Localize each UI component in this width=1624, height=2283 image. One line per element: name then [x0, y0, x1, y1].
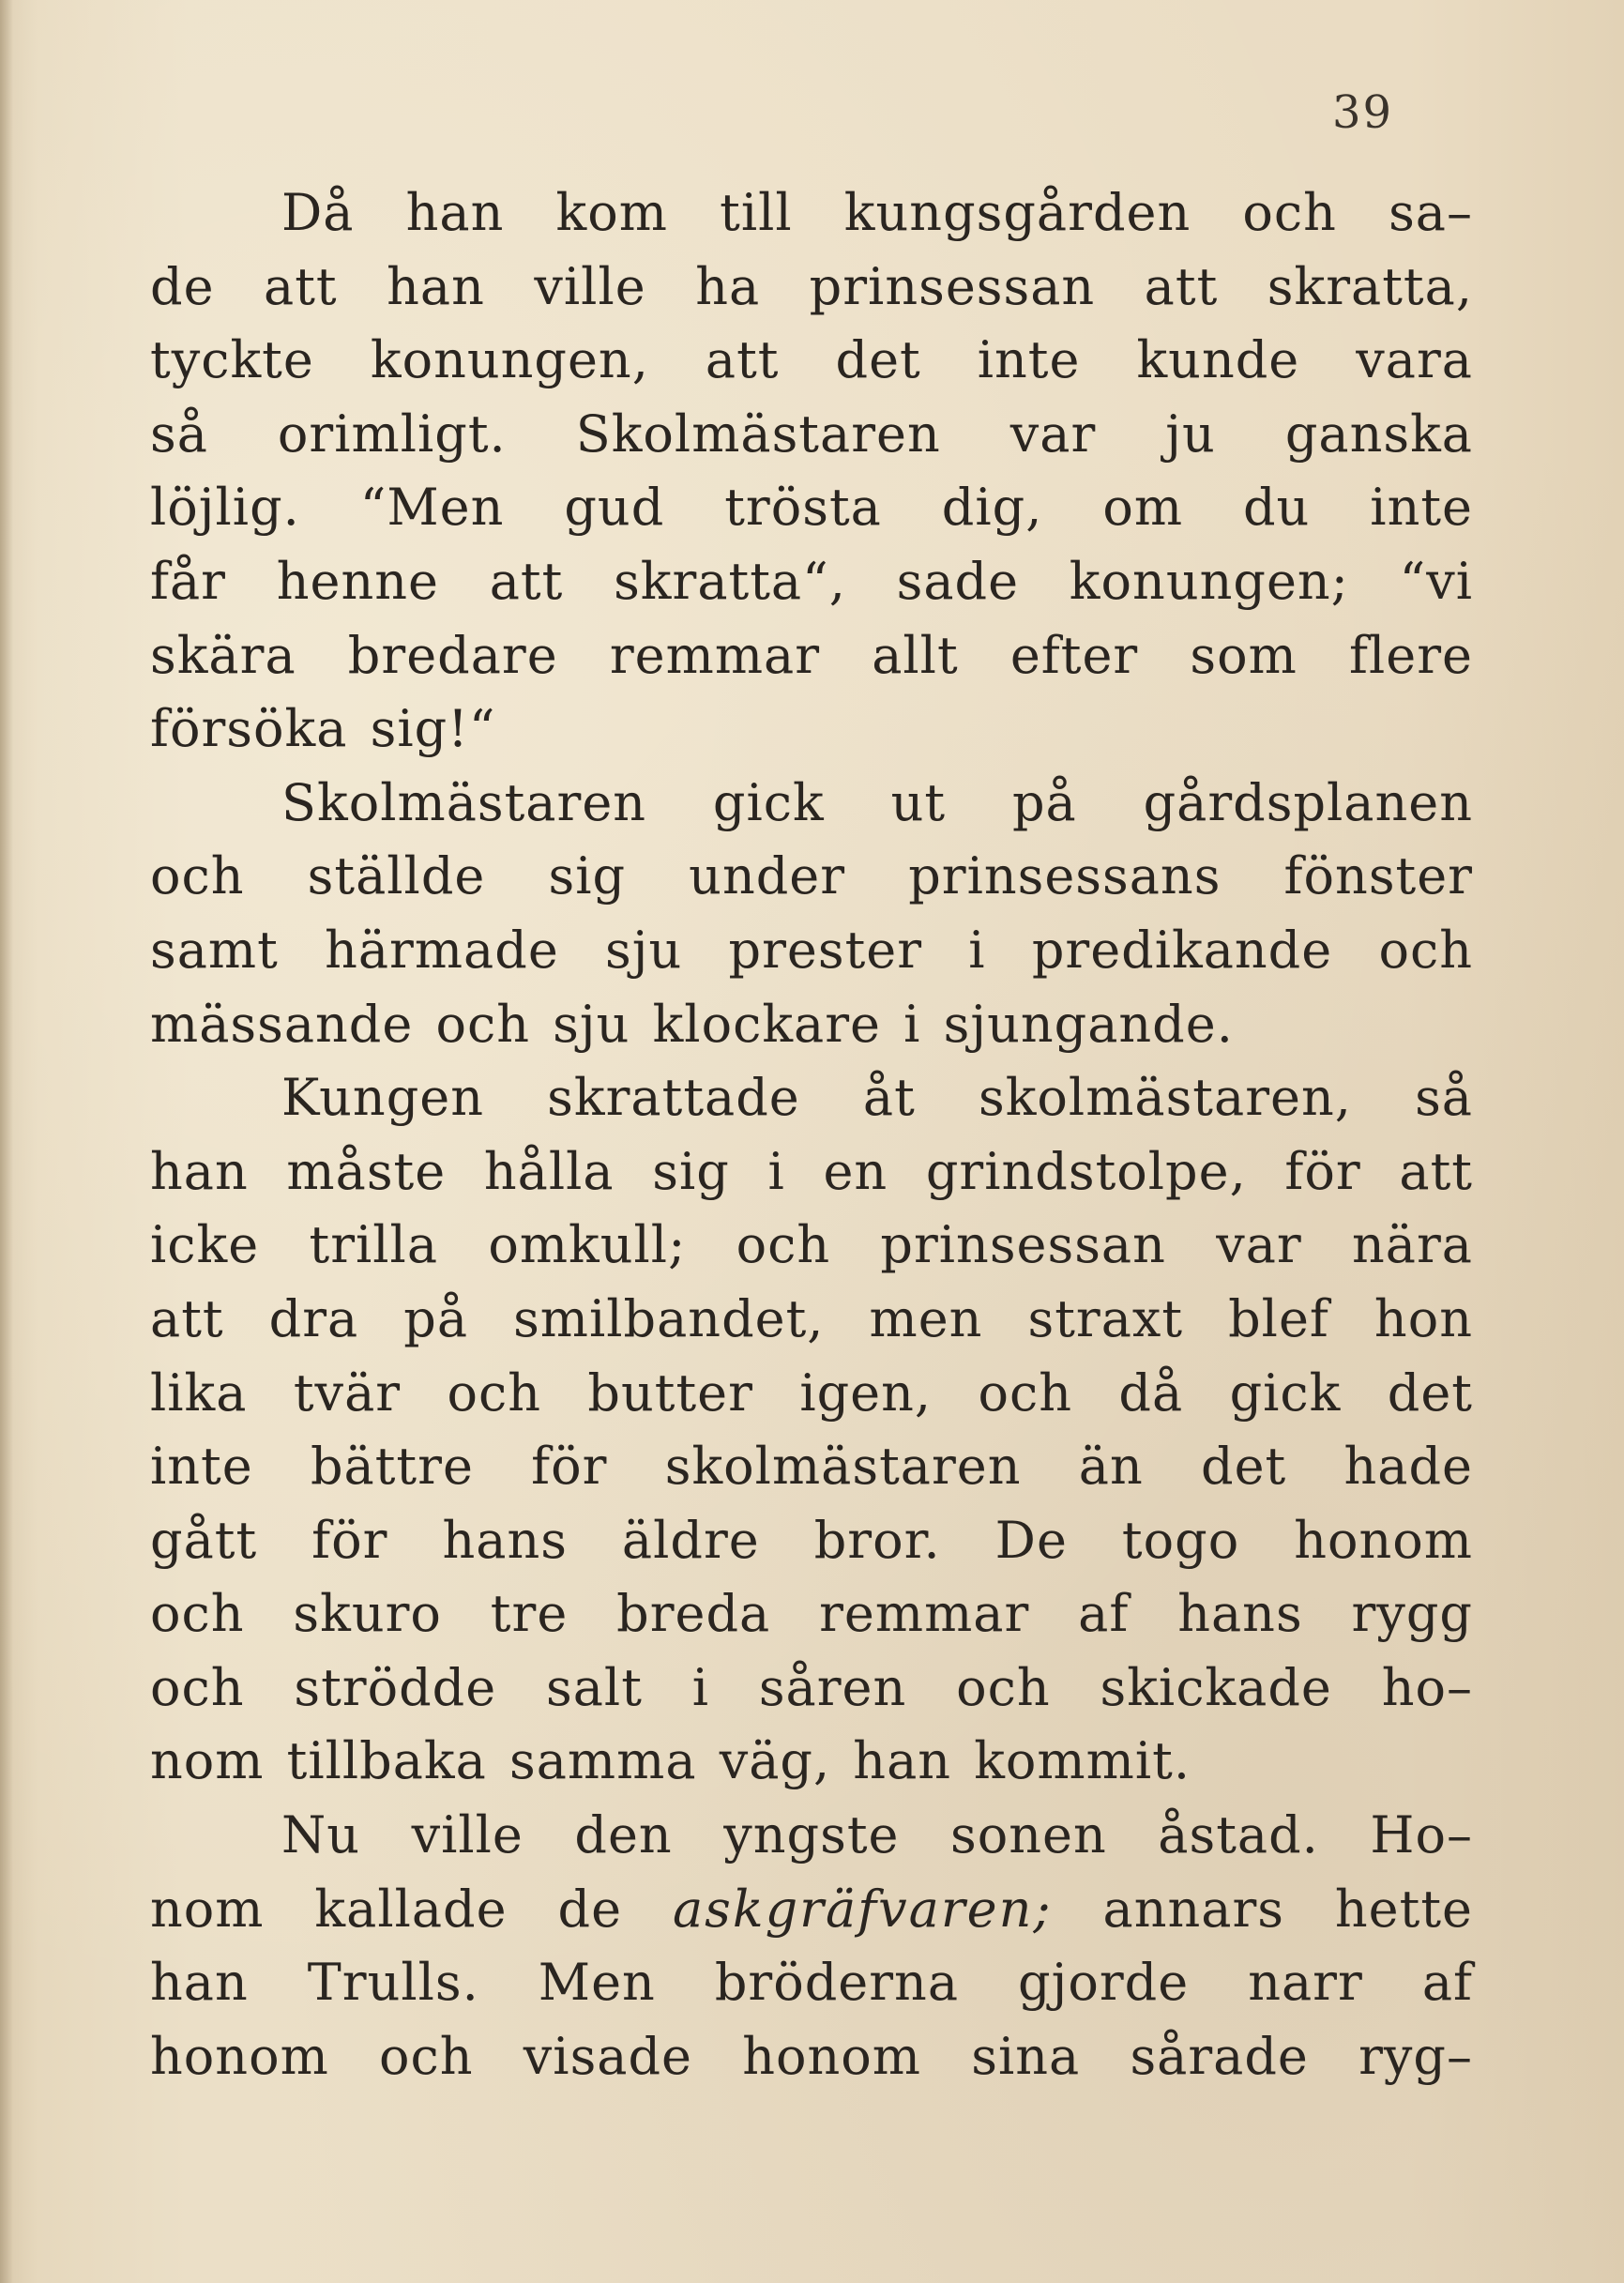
- text-segment: icke trilla omkull; och prinsessan var nära: [150, 1215, 1473, 1275]
- text-segment: annars hette: [1052, 1879, 1473, 1939]
- text-segment: samt härmade sju prester i predikande och: [150, 920, 1473, 980]
- text-segment: tyckte konungen, att det inte kunde vara: [150, 330, 1473, 390]
- text-segment: lika tvär och butter igen, och då gick det: [150, 1362, 1473, 1423]
- text-line: [150, 2020, 1473, 2094]
- text-segment: gått för hans äldre bror. De togo honom: [150, 1510, 1473, 1570]
- text-line: [150, 1799, 1473, 1873]
- text-segment: Då han kom till kungsgården och sa–: [281, 183, 1473, 242]
- text-line: [150, 1946, 1473, 2020]
- text-segment: och skuro tre breda remmar af hans rygg: [150, 1584, 1473, 1644]
- text-line: [150, 988, 1473, 1062]
- text-line: [150, 251, 1473, 325]
- italic-text-segment: askgräfvaren;: [672, 1879, 1053, 1939]
- text-line: [150, 398, 1473, 472]
- text-segment: att dra på smilbandet, men straxt blef hon: [150, 1288, 1473, 1348]
- text-segment: får henne att skratta“, sade konungen; “vi: [150, 551, 1473, 611]
- text-line: [150, 1725, 1473, 1799]
- text-line: [150, 693, 1473, 767]
- text-segment: Skolmästaren gick ut på gårdsplanen: [281, 772, 1473, 832]
- text-line: [150, 1209, 1473, 1283]
- text-line: [150, 471, 1473, 545]
- text-segment: och strödde salt i såren och skickade ho–: [150, 1657, 1473, 1717]
- text-line: [150, 767, 1473, 841]
- text-line: [150, 545, 1473, 619]
- text-line: [150, 1504, 1473, 1578]
- text-line: [150, 176, 1473, 251]
- text-line: [150, 1873, 1473, 1947]
- text-segment: de att han ville ha prinsessan att skratta,: [150, 256, 1473, 316]
- text-segment: nom tillbaka samma väg, han kommit.: [150, 1731, 1191, 1791]
- text-segment: skära bredare remmar allt efter som flere: [150, 625, 1473, 685]
- text-line: [150, 840, 1473, 914]
- text-line: [150, 1283, 1473, 1357]
- text-segment: nom kallade de: [150, 1879, 673, 1939]
- text-line: [150, 324, 1473, 398]
- text-segment: Nu ville den yngste sonen åstad. Ho–: [281, 1805, 1473, 1865]
- text-segment: Kungen skrattade åt skolmästaren, så: [281, 1068, 1473, 1128]
- text-segment: löjlig. “Men gud trösta dig, om du inte: [150, 478, 1473, 538]
- text-segment: han måste hålla sig i en grindstolpe, för att: [150, 1141, 1473, 1201]
- text-line: [150, 1430, 1473, 1504]
- body-text: [150, 176, 1473, 2093]
- text-segment: så orimligt. Skolmästaren var ju ganska: [150, 403, 1473, 464]
- text-line: [150, 1651, 1473, 1726]
- text-segment: och ställde sig under prinsessans fönster: [150, 846, 1473, 906]
- page-gutter-shadow: [0, 0, 13, 2283]
- text-line: [150, 1061, 1473, 1135]
- text-segment: han Trulls. Men bröderna gjorde narr af: [150, 1953, 1473, 2013]
- text-line: [150, 1577, 1473, 1651]
- text-segment: inte bättre för skolmästaren än det hade: [150, 1437, 1473, 1497]
- text-segment: mässande och sju klockare i sjungande.: [150, 994, 1234, 1054]
- page-number: 39: [1332, 86, 1394, 139]
- text-segment: försöka sig!“: [150, 699, 496, 759]
- text-segment: honom och visade honom sina sårade ryg–: [150, 2026, 1473, 2086]
- text-line: [150, 619, 1473, 693]
- text-line: [150, 1135, 1473, 1210]
- text-line: [150, 1357, 1473, 1431]
- text-line: [150, 914, 1473, 988]
